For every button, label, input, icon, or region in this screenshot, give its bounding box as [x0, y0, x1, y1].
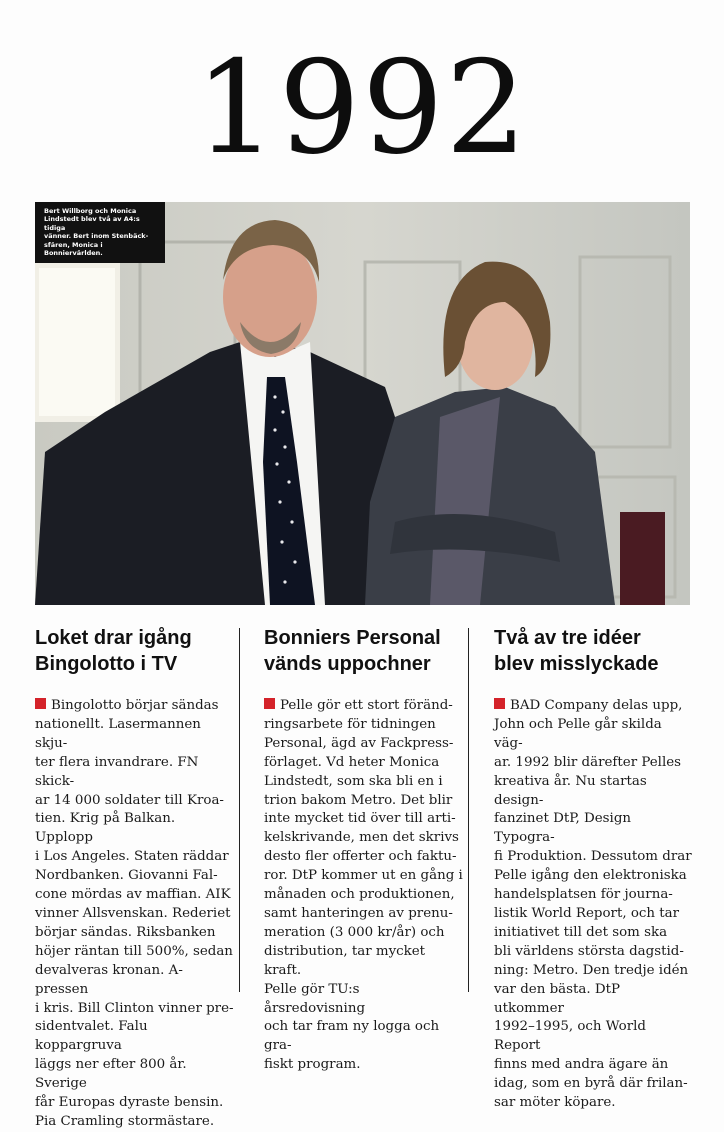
article-1	[35, 625, 235, 1132]
bullet-square-icon	[494, 698, 505, 709]
photo	[35, 202, 690, 605]
year-heading: 1992	[195, 34, 529, 183]
column-divider	[239, 628, 240, 992]
article-1-body: Bingolotto börjar sändas nationellt. Lasermannen skju- ter flera invandrare. FN skick- ar 14 000 soldater till Kroa- tien. Krig på Balkan. Upplopp i Los Angeles. Staten räddar Nordbanken. Giovanni Fal- cone mördas av maffian. AIK vinner Allsvenskan. Rederiet börjar sändas. Riksbanken höjer räntan till 500%, sedan devalveras kronan. A-pressen i kris. Bill Clinton vinner pre- sidentvalet. Falu koppargruva läggs ner efter 800 år. Sverige får Europas dyraste bensin. Pia Cramling stormästare.	[35, 698, 234, 1129]
article-2-headline: Bonniers Personal vänds uppochner	[264, 627, 441, 675]
article-3-headline: Två av tre idéer blev misslyckade	[494, 627, 659, 675]
bullet-square-icon	[35, 698, 46, 709]
article-3	[494, 625, 694, 1113]
article-2	[264, 625, 464, 1075]
article-3-body: BAD Company delas upp, John och Pelle går skilda väg- ar. 1992 blir därefter Pelles kreativa år. Nu startas design- fanzinet DtP, Design Typogra- fi Produktion. Dessutom drar Pelle igång den elektroniska handelsplatsen för journa- listik World Report, och tar initiativet till det som ska bli världens största dagstid- ning: Metro. Den tredje idén var den bästa. DtP utkommer 1992–1995, och World Report finns med andra ägare än idag, som en byrå där frilan- sar möter köpare.	[494, 698, 692, 1111]
column-divider	[468, 628, 469, 992]
photo-caption: Bert Willborg och Monica Lindstedt blev två av A4:s tidiga vänner. Bert inom Stenbäck- sfären, Monica i Bonniervärlden.	[35, 202, 165, 263]
article-2-body: Pelle gör ett stort föränd- ringsarbete för tidningen Personal, ägd av Fackpress- förlaget. Vd heter Monica Lindstedt, som ska bli en i trion bakom Metro. Det blir inte mycket tid över till arti- kelskrivande, men det skrivs desto fler offerter och faktu- ror. DtP kommer ut en gång i månaden och produktionen, samt hanteringen av prenu- meration (3 000 kr/år) och distribution, tar mycket kraft. Pelle gör TU:s årsredovisning och tar fram ny logga och gra- fiskt program.	[264, 698, 463, 1073]
article-1-headline: Loket drar igång Bingolotto i TV	[35, 627, 192, 675]
bullet-square-icon	[264, 698, 275, 709]
